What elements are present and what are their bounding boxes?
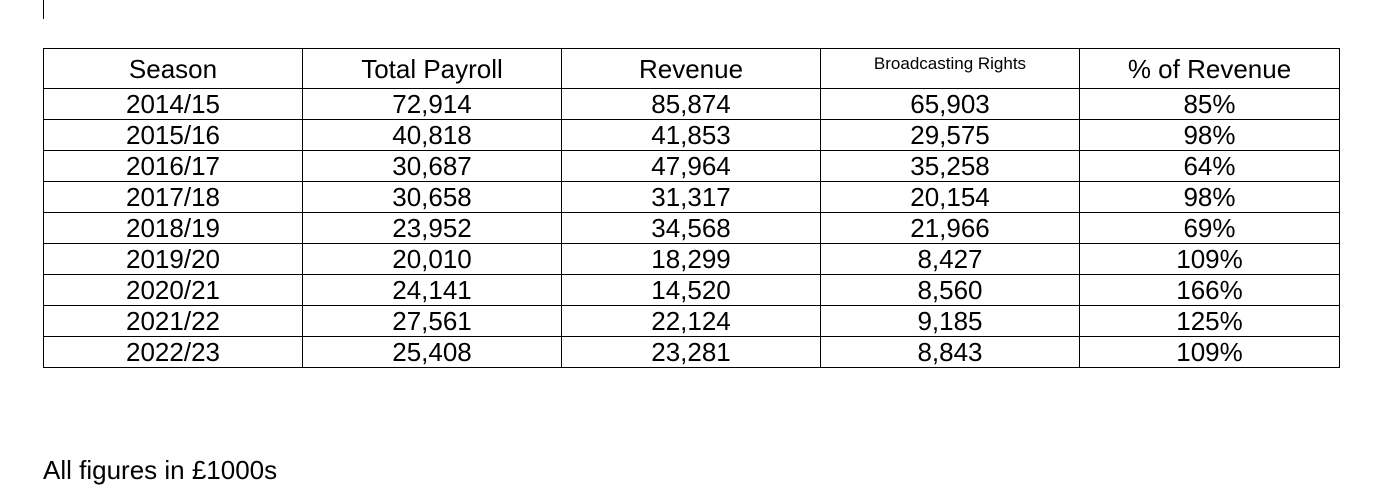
cell-broadcasting-rights: 65,903 [821,89,1080,120]
cell-broadcasting-rights: 8,843 [821,337,1080,368]
cell-total-payroll: 27,561 [303,306,562,337]
cell-total-payroll: 30,658 [303,182,562,213]
cell-season: 2022/23 [44,337,303,368]
cell-revenue: 85,874 [562,89,821,120]
cell-season: 2018/19 [44,213,303,244]
cell-revenue: 34,568 [562,213,821,244]
cell-season: 2015/16 [44,120,303,151]
cell-percent-of-revenue: 109% [1080,244,1340,275]
cell-total-payroll: 25,408 [303,337,562,368]
cell-percent-of-revenue: 98% [1080,182,1340,213]
table-row [44,337,1340,368]
cell-season: 2017/18 [44,182,303,213]
cell-revenue: 47,964 [562,151,821,182]
cell-season: 2016/17 [44,151,303,182]
cell-revenue: 18,299 [562,244,821,275]
cell-broadcasting-rights: 8,560 [821,275,1080,306]
cell-total-payroll: 40,818 [303,120,562,151]
cell-total-payroll: 20,010 [303,244,562,275]
table-row [44,306,1340,337]
cell-season: 2019/20 [44,244,303,275]
cell-percent-of-revenue: 64% [1080,151,1340,182]
cell-total-payroll: 24,141 [303,275,562,306]
table-row [44,244,1340,275]
cell-revenue: 31,317 [562,182,821,213]
table-header-row [44,49,1340,89]
payroll-table [43,48,1340,368]
cell-revenue: 41,853 [562,120,821,151]
table-row [44,151,1340,182]
table-row [44,213,1340,244]
cell-revenue: 23,281 [562,337,821,368]
cell-broadcasting-rights: 21,966 [821,213,1080,244]
cell-season: 2020/21 [44,275,303,306]
cell-percent-of-revenue: 69% [1080,213,1340,244]
text-cursor [43,0,44,19]
cell-total-payroll: 30,687 [303,151,562,182]
cell-broadcasting-rights: 29,575 [821,120,1080,151]
cell-revenue: 14,520 [562,275,821,306]
figures-note: All figures in £1000s [43,455,278,485]
cell-broadcasting-rights: 9,185 [821,306,1080,337]
cell-percent-of-revenue: 85% [1080,89,1340,120]
cell-total-payroll: 72,914 [303,89,562,120]
cell-total-payroll: 23,952 [303,213,562,244]
cell-percent-of-revenue: 125% [1080,306,1340,337]
cell-broadcasting-rights: 20,154 [821,182,1080,213]
header-percent-of-revenue: % of Revenue [1080,49,1340,89]
header-total-payroll: Total Payroll [303,49,562,89]
cell-percent-of-revenue: 166% [1080,275,1340,306]
header-revenue: Revenue [562,49,821,89]
cell-broadcasting-rights: 8,427 [821,244,1080,275]
table-row [44,182,1340,213]
cell-broadcasting-rights: 35,258 [821,151,1080,182]
cell-season: 2014/15 [44,89,303,120]
table-row [44,275,1340,306]
table-row [44,120,1340,151]
cell-percent-of-revenue: 109% [1080,337,1340,368]
cell-season: 2021/22 [44,306,303,337]
cell-percent-of-revenue: 98% [1080,120,1340,151]
table-row [44,89,1340,120]
header-broadcasting-rights: Broadcasting Rights [821,49,1080,89]
cell-revenue: 22,124 [562,306,821,337]
header-season: Season [44,49,303,89]
